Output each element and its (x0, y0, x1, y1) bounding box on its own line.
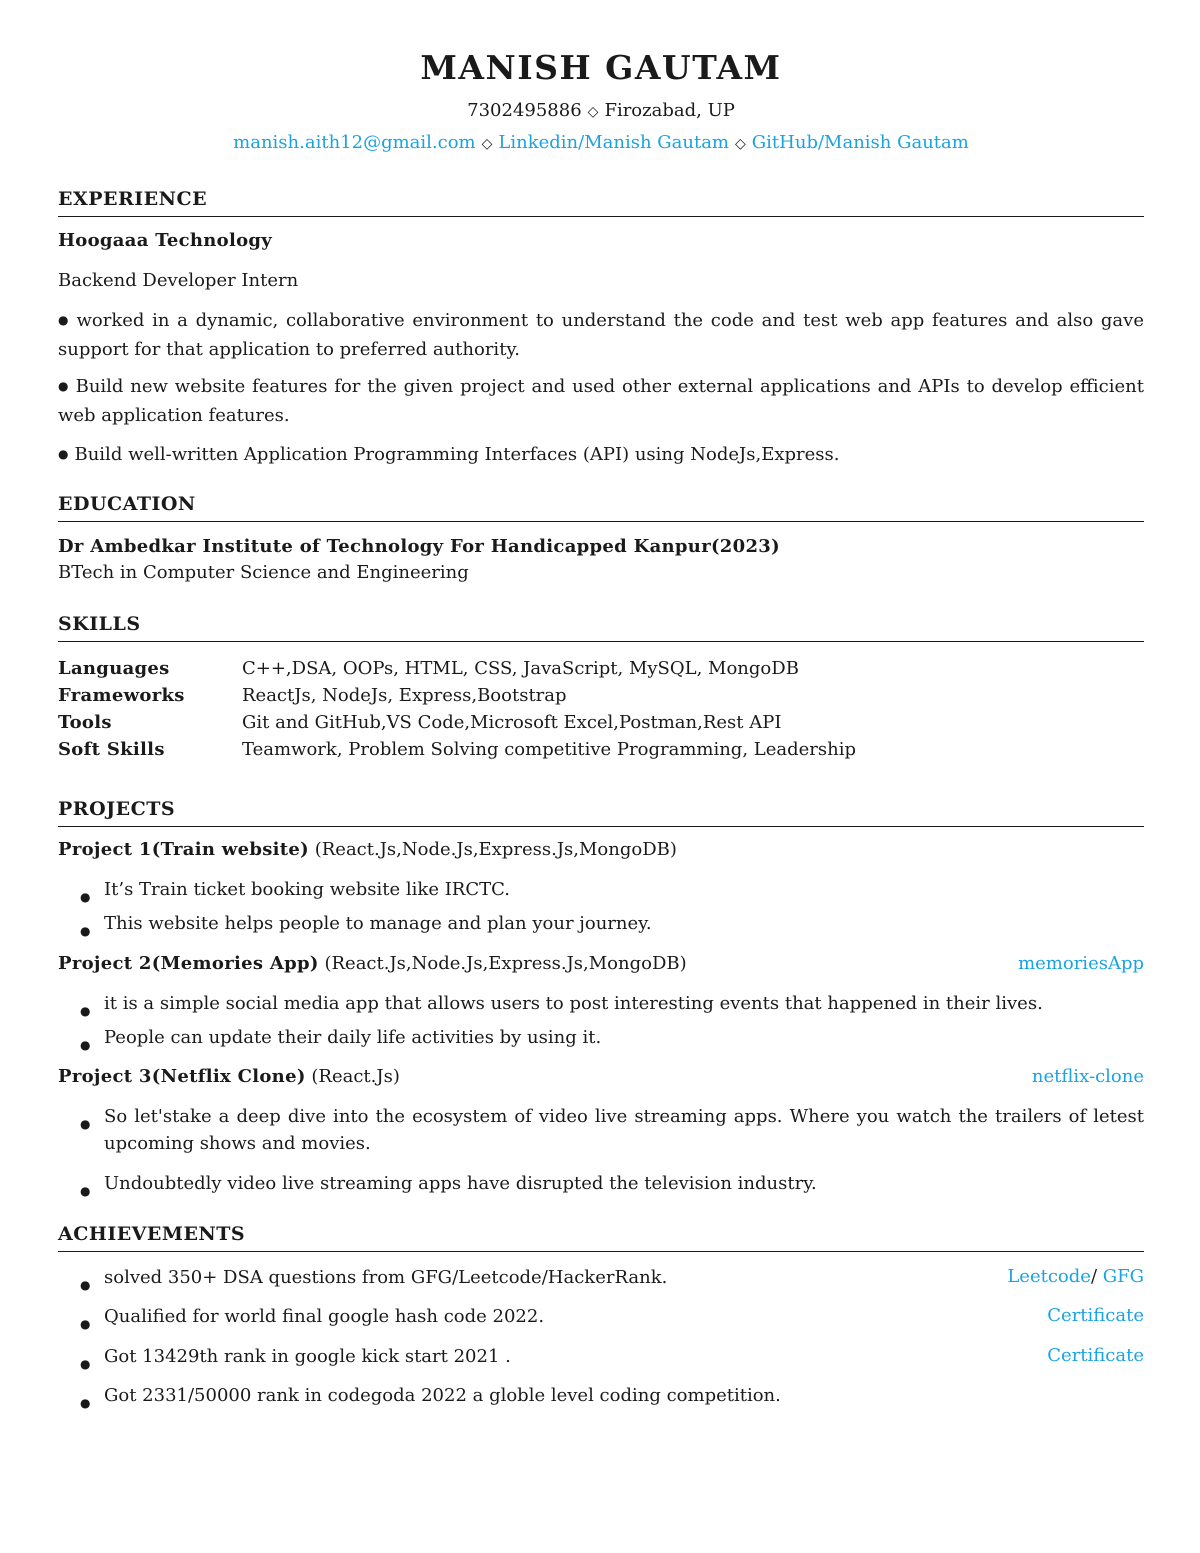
section-title: PROJECTS (58, 798, 1144, 827)
leetcode-link[interactable]: Leetcode (1007, 1266, 1091, 1287)
skill-label: Tools (58, 712, 112, 733)
project-tech: (React.Js,Node.Js,Express.Js,MongoDB) (314, 839, 677, 860)
project-tech: (React.Js,Node.Js,Express.Js,MongoDB) (324, 953, 687, 974)
link-separator: / (1090, 1266, 1098, 1287)
job-role: Backend Developer Intern (58, 270, 299, 291)
links-line (58, 132, 1144, 153)
experience-bullet (58, 307, 1144, 363)
certificate-link[interactable]: Certificate (1047, 1345, 1144, 1366)
achievement-text: Got 2331/50000 rank in codegoda 2022 a globle level coding competition. (104, 1385, 781, 1406)
bullet-icon: ● (80, 1357, 91, 1371)
bullet-icon: ● (80, 1278, 91, 1292)
bullet-icon: ● (80, 1184, 91, 1198)
project-link[interactable]: netflix-clone (1031, 1066, 1144, 1087)
project-name: Project 2(Memories App) (58, 953, 319, 974)
project-name: Project 3(Netflix Clone) (58, 1066, 306, 1087)
experience-bullet (58, 441, 1144, 470)
project-tech: (React.Js) (311, 1066, 400, 1087)
section-title: EDUCATION (58, 493, 1144, 522)
contact-line (58, 100, 1144, 121)
bullet-text: Build new website features for the given project and used other external applications and APIs to develop efficient web application features. (58, 376, 1144, 426)
bullet-icon: ● (80, 1004, 91, 1018)
bullet-text: People can update their daily life activities by using it. (104, 1027, 602, 1048)
achievement-item (80, 1382, 1144, 1409)
skill-label: Frameworks (58, 685, 185, 706)
section-title: EXPERIENCE (58, 188, 1144, 217)
skill-label: Soft Skills (58, 739, 165, 760)
bullet-text: This website helps people to manage and plan your journey. (104, 913, 652, 934)
skill-value: Git and GitHub,VS Code,Microsoft Excel,Postman,Rest API (242, 712, 782, 733)
project-name: Project 1(Train website) (58, 839, 309, 860)
bullet-text: It’s Train ticket booking website like IRCTC. (104, 879, 510, 900)
institute-name: Dr Ambedkar Institute of Technology For Handicapped Kanpur(2023) (58, 536, 780, 557)
project-bullet (80, 1103, 1144, 1157)
experience-bullet (58, 373, 1144, 429)
project-heading (58, 839, 1144, 860)
skill-value: ReactJs, NodeJs, Express,Bootstrap (242, 685, 567, 706)
project-bullet (80, 990, 1144, 1017)
degree: BTech in Computer Science and Engineering (58, 562, 469, 583)
achievement-item (80, 1264, 1144, 1291)
education-section (58, 493, 1144, 522)
resume-page (58, 0, 1144, 1553)
bullet-icon: ● (58, 379, 70, 393)
project-heading (58, 1066, 1144, 1087)
projects-section (58, 798, 1144, 827)
linkedin-link[interactable]: Linkedin/Manish Gautam (498, 132, 730, 153)
achievement-text: solved 350+ DSA questions from GFG/Leetcode/HackerRank. (104, 1267, 668, 1288)
skill-value: Teamwork, Problem Solving competitive Programming, Leadership (242, 739, 856, 760)
project-bullet (80, 910, 1144, 937)
achievement-text: Qualified for world final google hash code 2022. (104, 1306, 545, 1327)
bullet-text: Build well-written Application Programming Interfaces (API) using NodeJs,Express. (74, 444, 840, 465)
achievement-links (1007, 1266, 1144, 1287)
location: Firozabad, UP (604, 100, 735, 121)
separator-icon: ◇ (587, 104, 599, 120)
skill-value: C++,DSA, OOPs, HTML, CSS, JavaScript, MySQL, MongoDB (242, 658, 799, 679)
bullet-text: Undoubtedly video live streaming apps have disrupted the television industry. (104, 1173, 817, 1194)
skills-section (58, 613, 1144, 642)
github-link[interactable]: GitHub/Manish Gautam (751, 132, 969, 153)
project-bullet (80, 876, 1144, 903)
bullet-icon: ● (80, 1117, 91, 1131)
bullet-icon: ● (58, 313, 71, 327)
bullet-icon: ● (80, 1038, 91, 1052)
bullet-text: it is a simple social media app that allows users to post interesting events that happened in their lives. (104, 993, 1043, 1014)
achievements-section (58, 1223, 1144, 1252)
skill-label: Languages (58, 658, 170, 679)
bullet-text: worked in a dynamic, collaborative environment to understand the code and test web app features and also gave support for that application to preferred authority. (58, 310, 1144, 360)
company-name: Hoogaaa Technology (58, 230, 273, 251)
experience-section (58, 188, 1144, 217)
separator-icon: ◇ (481, 136, 493, 152)
bullet-icon: ● (80, 1396, 91, 1410)
achievement-item (80, 1303, 1144, 1330)
bullet-icon: ● (58, 447, 69, 461)
bullet-icon: ● (80, 890, 91, 904)
bullet-text: So let'stake a deep dive into the ecosystem of video live streaming apps. Where you watch the trailers of letest upcoming shows and movies. (104, 1106, 1144, 1154)
email-link[interactable]: manish.aith12@gmail.com (233, 132, 476, 153)
section-title: ACHIEVEMENTS (58, 1223, 1144, 1252)
project-bullet (80, 1170, 1144, 1197)
section-title: SKILLS (58, 613, 1144, 642)
project-bullet (80, 1024, 1144, 1051)
achievement-item (80, 1343, 1144, 1370)
bullet-icon: ● (80, 1317, 91, 1331)
project-heading (58, 953, 1144, 974)
achievement-text: Got 13429th rank in google kick start 2021 . (104, 1346, 511, 1367)
bullet-icon: ● (80, 924, 91, 938)
phone-number: 7302495886 (467, 100, 582, 121)
candidate-name: MANISH GAUTAM (420, 48, 782, 87)
gfg-link[interactable]: GFG (1102, 1266, 1144, 1287)
project-link[interactable]: memoriesApp (1018, 953, 1144, 974)
separator-icon: ◇ (735, 136, 746, 152)
certificate-link[interactable]: Certificate (1047, 1305, 1144, 1326)
